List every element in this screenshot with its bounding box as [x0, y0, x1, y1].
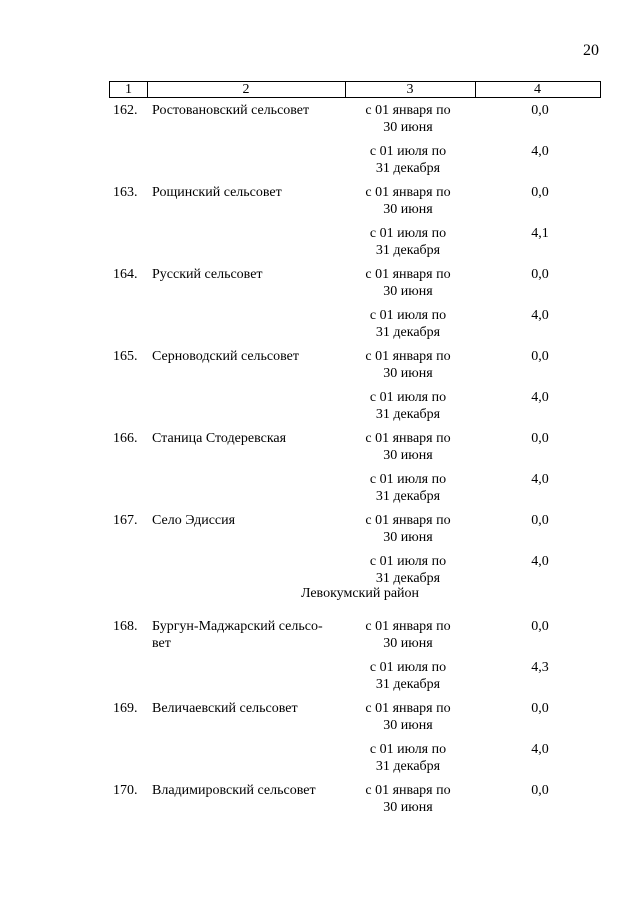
value-cell: 0,0	[531, 103, 549, 118]
value-cell: 4,0	[531, 144, 549, 159]
settlement-name	[152, 102, 342, 119]
period-line: 31 декабря	[375, 325, 441, 340]
period-cell	[352, 782, 464, 816]
period-line: с 01 января по	[365, 349, 451, 364]
period-cell	[352, 389, 464, 423]
period-line: с 01 июля по	[369, 390, 447, 405]
period-line: с 01 января по	[365, 783, 451, 798]
period-line: 31 декабря	[375, 677, 441, 692]
settlement-name-line: Величаевский сельсовет	[152, 701, 298, 716]
period-cell	[352, 618, 464, 652]
period-line: 30 июня	[383, 202, 433, 217]
row-number: 169.	[113, 701, 138, 716]
value-cell: 0,0	[531, 185, 549, 200]
value-cell: 0,0	[531, 431, 549, 446]
period-line: 30 июня	[383, 120, 433, 135]
period-line: с 01 июля по	[369, 472, 447, 487]
header-col-3: 3	[345, 82, 476, 97]
period-line: 31 декабря	[375, 571, 441, 586]
settlement-name-line: Станица Стодеревская	[152, 431, 287, 446]
settlement-name	[152, 700, 342, 717]
period-cell	[352, 700, 464, 734]
row-number: 165.	[113, 349, 138, 364]
settlement-name-line: Бургун-Маджарский сельсо-	[152, 619, 323, 634]
period-line: 30 июня	[383, 284, 433, 299]
header-col-2: 2	[147, 82, 346, 97]
page-number: 20	[583, 42, 599, 59]
period-cell	[352, 102, 464, 136]
header-col-4: 4	[534, 82, 541, 97]
row-number: 166.	[113, 431, 138, 446]
period-line: 31 декабря	[375, 489, 441, 504]
settlement-name	[152, 430, 342, 447]
settlement-name-line: Серноводский сельсовет	[152, 349, 299, 364]
period-line: 30 июня	[383, 718, 433, 733]
period-cell	[352, 184, 464, 218]
period-line: 31 декабря	[375, 243, 441, 258]
district-heading: Левокумский район	[300, 586, 420, 601]
period-line: с 01 июля по	[369, 226, 447, 241]
period-line: с 01 июля по	[369, 660, 447, 675]
period-line: с 01 января по	[365, 103, 451, 118]
row-number: 167.	[113, 513, 138, 528]
header-col-1: 1	[110, 82, 148, 97]
period-line: с 01 июля по	[369, 554, 447, 569]
value-cell: 4,0	[531, 554, 549, 569]
period-line: с 01 июля по	[369, 742, 447, 757]
period-cell	[352, 471, 464, 505]
settlement-name	[152, 512, 342, 529]
period-cell	[352, 225, 464, 259]
period-line: с 01 января по	[365, 513, 451, 528]
period-cell	[352, 741, 464, 775]
value-cell: 4,0	[531, 390, 549, 405]
period-cell	[352, 512, 464, 546]
settlement-name	[152, 782, 342, 799]
value-cell: 4,1	[531, 226, 549, 241]
value-cell: 4,0	[531, 472, 549, 487]
period-cell	[352, 430, 464, 464]
period-line: 31 декабря	[375, 759, 441, 774]
period-cell	[352, 553, 464, 587]
settlement-name-line: Село Эдиссия	[152, 513, 236, 528]
value-cell: 4,0	[531, 308, 549, 323]
period-line: 30 июня	[383, 530, 433, 545]
period-line: с 01 января по	[365, 619, 451, 634]
period-cell	[352, 143, 464, 177]
period-line: 31 декабря	[375, 407, 441, 422]
settlement-name	[152, 266, 342, 283]
settlement-name	[152, 184, 342, 201]
period-line: 30 июня	[383, 448, 433, 463]
value-cell: 0,0	[531, 513, 549, 528]
period-line: с 01 января по	[365, 267, 451, 282]
value-cell: 0,0	[531, 267, 549, 282]
row-number: 163.	[113, 185, 138, 200]
period-line: 30 июня	[383, 800, 433, 815]
row-number: 164.	[113, 267, 138, 282]
period-line: 31 декабря	[375, 161, 441, 176]
period-cell	[352, 659, 464, 693]
settlement-name-line: Владимировский сельсовет	[152, 783, 316, 798]
row-number: 168.	[113, 619, 138, 634]
value-cell: 0,0	[531, 701, 549, 716]
period-line: с 01 января по	[365, 185, 451, 200]
settlement-name-line: Ростовановский сельсовет	[152, 103, 310, 118]
period-line: 30 июня	[383, 636, 433, 651]
period-line: с 01 января по	[365, 701, 451, 716]
value-cell: 0,0	[531, 349, 549, 364]
period-line: с 01 января по	[365, 431, 451, 446]
period-line: 30 июня	[383, 366, 433, 381]
value-cell: 0,0	[531, 783, 549, 798]
settlement-name	[152, 348, 342, 365]
period-cell	[352, 266, 464, 300]
period-cell	[352, 348, 464, 382]
row-number: 170.	[113, 783, 138, 798]
period-line: с 01 июля по	[369, 308, 447, 323]
period-line: с 01 июля по	[369, 144, 447, 159]
value-cell: 4,0	[531, 742, 549, 757]
settlement-name-line: Русский сельсовет	[152, 267, 263, 282]
row-number: 162.	[113, 103, 138, 118]
settlement-name-line: Рощинский сельсовет	[152, 185, 282, 200]
period-cell	[352, 307, 464, 341]
settlement-name	[152, 618, 342, 652]
settlement-name-line: вет	[152, 636, 171, 651]
value-cell: 0,0	[531, 619, 549, 634]
value-cell: 4,3	[531, 660, 549, 675]
